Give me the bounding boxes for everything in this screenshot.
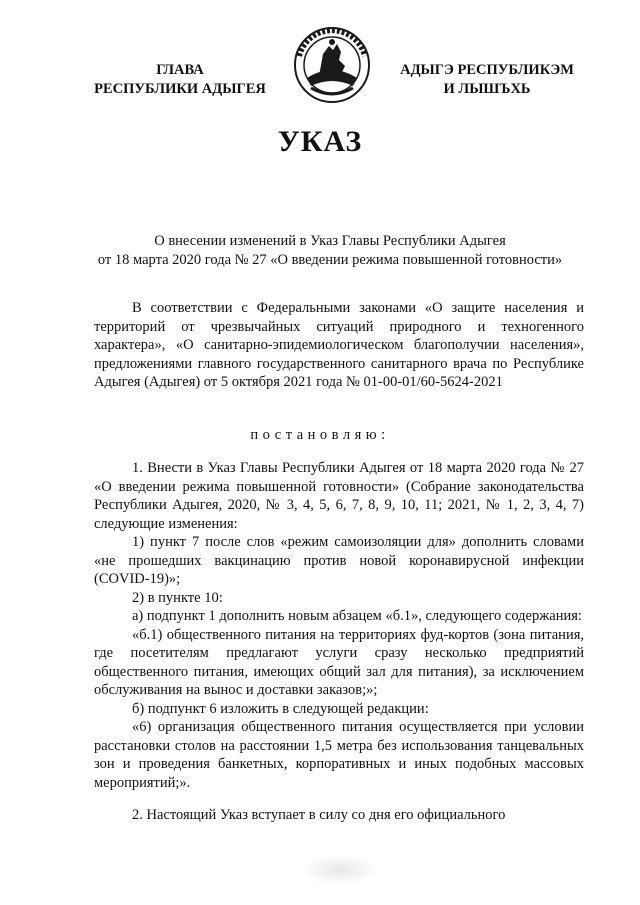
header-right-line1: АДЫГЭ РЕСПУБЛИКЭМ <box>400 62 574 78</box>
new-paragraph-6: «6) организация общественного питания осуществляется при условии расстановки столов на расстоянии 1,5 метра без использования танцевальных зон и проведения банкетных, корпоративных и иных подобных массовых мероприятий;». <box>94 719 584 791</box>
intro-paragraph: В соответствии с Федеральными законами «О защите населения и территорий от чрезвычайных ситуаций природного и техногенного характера», «О санитарно-эпидемиологическом благополучии населения», предложениями главного государственного санитарного врача по Республике Адыгея (Адыгея) от 5 октября 2021 года № 01-00-01/60-5624-2021 <box>94 300 584 390</box>
subject-line1: О внесении изменений в Указ Главы Республики Адыгея <box>154 233 506 249</box>
subject-line2: от 18 марта 2020 года № 27 «О введении режима повышенной готовности» <box>97 252 563 268</box>
new-paragraph-b1: «б.1) общественного питания на территориях фуд-кортов (зона питания, где посетителям предлагают услуги сразу несколько предприятий общественного питания, имеющих общий зал для питания), за исключением обслуживания на вынос и доставки заказов;»; <box>94 626 584 698</box>
document-title: УКАЗ <box>277 125 363 158</box>
adygea-coat-of-arms-icon <box>293 26 371 104</box>
amendments-list <box>94 459 584 792</box>
item-1-subitem-2b: б) подпункт 6 изложить в следующей редакции: <box>132 700 429 717</box>
header-left <box>70 61 290 99</box>
item-1-subitem-2: 2) в пункте 10: <box>132 589 223 606</box>
document-subject <box>60 232 600 270</box>
decree-word: постановляю: <box>250 427 390 443</box>
item-1-subitem-2a: а) подпункт 1 дополнить новым абзацем «б.1», следующего содержания: <box>132 608 582 624</box>
header-left-line1: ГЛАВА <box>156 62 204 78</box>
closing-section <box>94 806 584 825</box>
item-1: 1. Внести в Указ Главы Республики Адыгея от 18 марта 2020 года № 27 «О введении режима повышенной готовности» (Собрание законодательства Республики Адыгея, 2020, № 3, 4, 5, 6, 7, 8, 9, 10, 11; 2021, № 1, 2, 3, 4, 7) следующие изменения: <box>94 460 584 532</box>
header-right <box>372 61 602 99</box>
item-2: 2. Настоящий Указ вступает в силу со дня его официального <box>132 807 506 823</box>
scan-smudge <box>300 855 380 885</box>
header-right-line2: И ЛЫШЪХЬ <box>443 81 531 97</box>
item-1-subitem-1: 1) пункт 7 после слов «режим самоизоляции для» дополнить словами «не прошедших вакцинацию против новой коронавирусной инфекции (COVID-19)»; <box>94 534 584 587</box>
header-left-line2: РЕСПУБЛИКИ АДЫГЕЯ <box>94 81 266 97</box>
